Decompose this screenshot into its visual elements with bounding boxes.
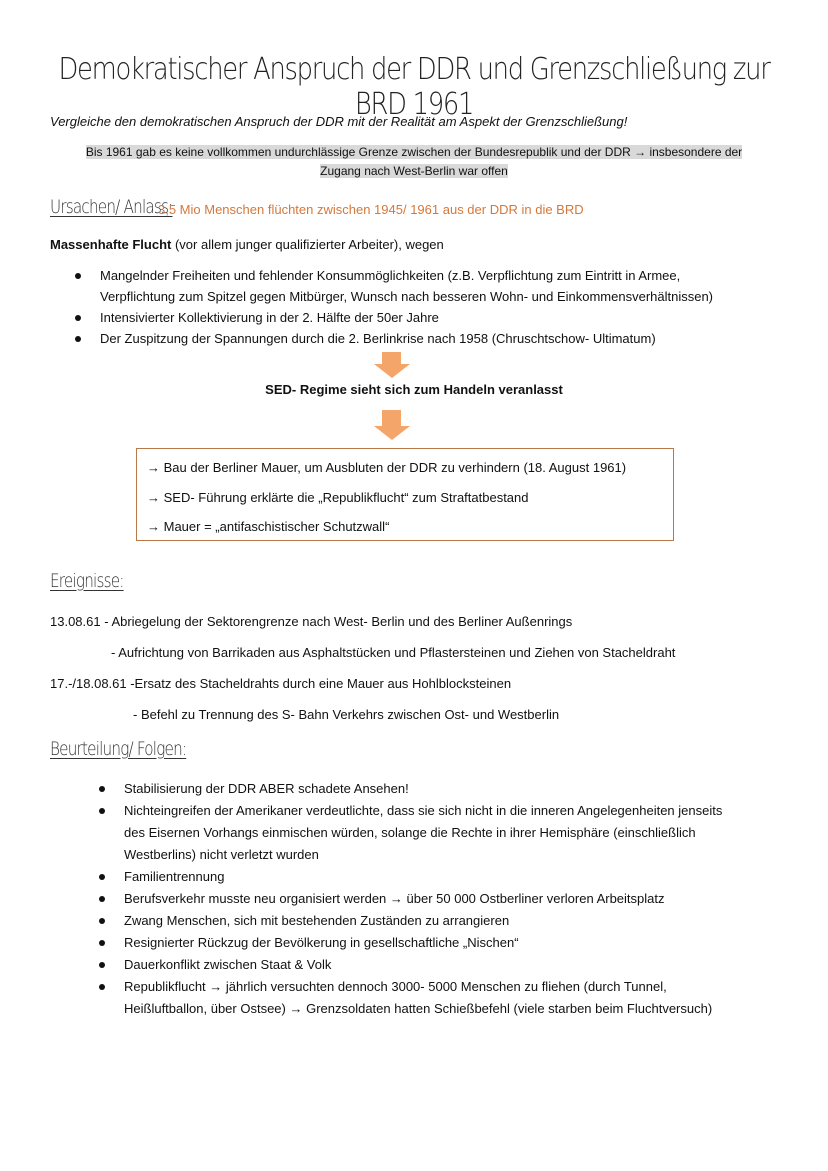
list-item: Zwang Menschen, sich mit bestehenden Zuständen zu arrangieren: [74, 910, 814, 932]
result-item: → SED- Führung erklärte die „Republikflucht“ zum Straftatbestand: [147, 490, 529, 505]
list-item: Familientrennung: [74, 866, 814, 888]
list-item: Der Zuspitzung der Spannungen durch die 2. Berlinkrise nach 1958 (Chruschtschow- Ultimatum): [50, 328, 810, 349]
result-item: → Bau der Berliner Mauer, um Ausbluten der DDR zu verhindern (18. August 1961): [147, 460, 627, 475]
list-item: Stabilisierung der DDR ABER schadete Ansehen!: [74, 778, 814, 800]
list-item: Mangelnder Freiheiten und fehlender Konsummöglichkeiten (z.B. Verpflichtung zum Eintritt in Armee, Verpflichtung zum Spitzel gegen Mitbürger, Wunsch nach besseren Wohn- und Einkommensverhältnissen): [50, 265, 810, 307]
event-item: - Befehl zu Trennung des S- Bahn Verkehrs zwischen Ost- und Westberlin: [133, 707, 560, 722]
mass-flight-rest: (vor allem junger qualifizierter Arbeiter), wegen: [171, 237, 444, 252]
event-item: 13.08.61 - Abriegelung der Sektorengrenze nach West- Berlin und des Berliner Außenrings: [50, 614, 573, 629]
list-item: Dauerkonflikt zwischen Staat & Volk: [74, 954, 814, 976]
highlight-note: [58, 143, 770, 181]
page-title: Demokratischer Anspruch der DDR und Grenzschließung zur BRD 1961: [58, 52, 770, 122]
highlight-line-1: Bis 1961 gab es keine vollkommen undurchlässige Grenze zwischen der Bundesrepublik und der DDR → insbesondere der: [85, 145, 743, 159]
mass-flight-bold: Massenhafte Flucht: [50, 237, 172, 252]
event-item: - Aufrichtung von Barrikaden aus Asphaltstücken und Pflastersteinen und Ziehen von Stacheldraht: [111, 645, 676, 660]
list-item: Intensivierter Kollektivierung in der 2. Hälfte der 50er Jahre: [50, 307, 810, 328]
assessment-list: [74, 778, 814, 1020]
list-item: Berufsverkehr musste neu organisiert werden → über 50 000 Ostberliner verloren Arbeitsplatz: [74, 888, 814, 910]
causes-summary: 3,5 Mio Menschen flüchten zwischen 1945/ 1961 aus der DDR in die BRD: [158, 202, 584, 217]
causes-heading-row: [50, 196, 810, 218]
causes-list: [50, 265, 810, 349]
result-item: → Mauer = „antifaschistischer Schutzwall“: [147, 519, 390, 534]
task-prompt: Vergleiche den demokratischen Anspruch der DDR mit der Realität am Aspekt der Grenzschließung!: [50, 114, 628, 129]
list-item: Nichteingreifen der Amerikaner verdeutlichte, dass sie sich nicht in die inneren Angelegenheiten jenseits des Eisernen Vorhangs einmischen würden, solange die Rechte in ihrer Hemisphäre (einschließlich Westberlins) nicht verletzt wurden: [74, 800, 814, 866]
assessment-heading: Beurteilung/ Folgen:: [50, 738, 187, 760]
event-item: 17.-/18.08.61 -Ersatz des Stacheldrahts durch eine Mauer aus Hohlblocksteinen: [50, 676, 512, 691]
mass-flight-line: [50, 234, 444, 255]
list-item: Republikflucht → jährlich versuchten dennoch 3000- 5000 Menschen zu fliehen (durch Tunnel, Heißluftballon, über Ostsee) → Grenzsoldaten hatten Schießbefehl (viele starben beim Fluchtversuch): [74, 976, 814, 1020]
highlight-line-2: Zugang nach West-Berlin war offen: [320, 164, 508, 178]
reaction-text: SED- Regime sieht sich zum Handeln veranlasst: [265, 382, 563, 397]
causes-heading: Ursachen/ Anlass:: [50, 196, 173, 218]
list-item: Resignierter Rückzug der Bevölkerung in gesellschaftliche „Nischen“: [74, 932, 814, 954]
events-heading: Ereignisse:: [50, 570, 124, 592]
results-box: [136, 448, 674, 541]
